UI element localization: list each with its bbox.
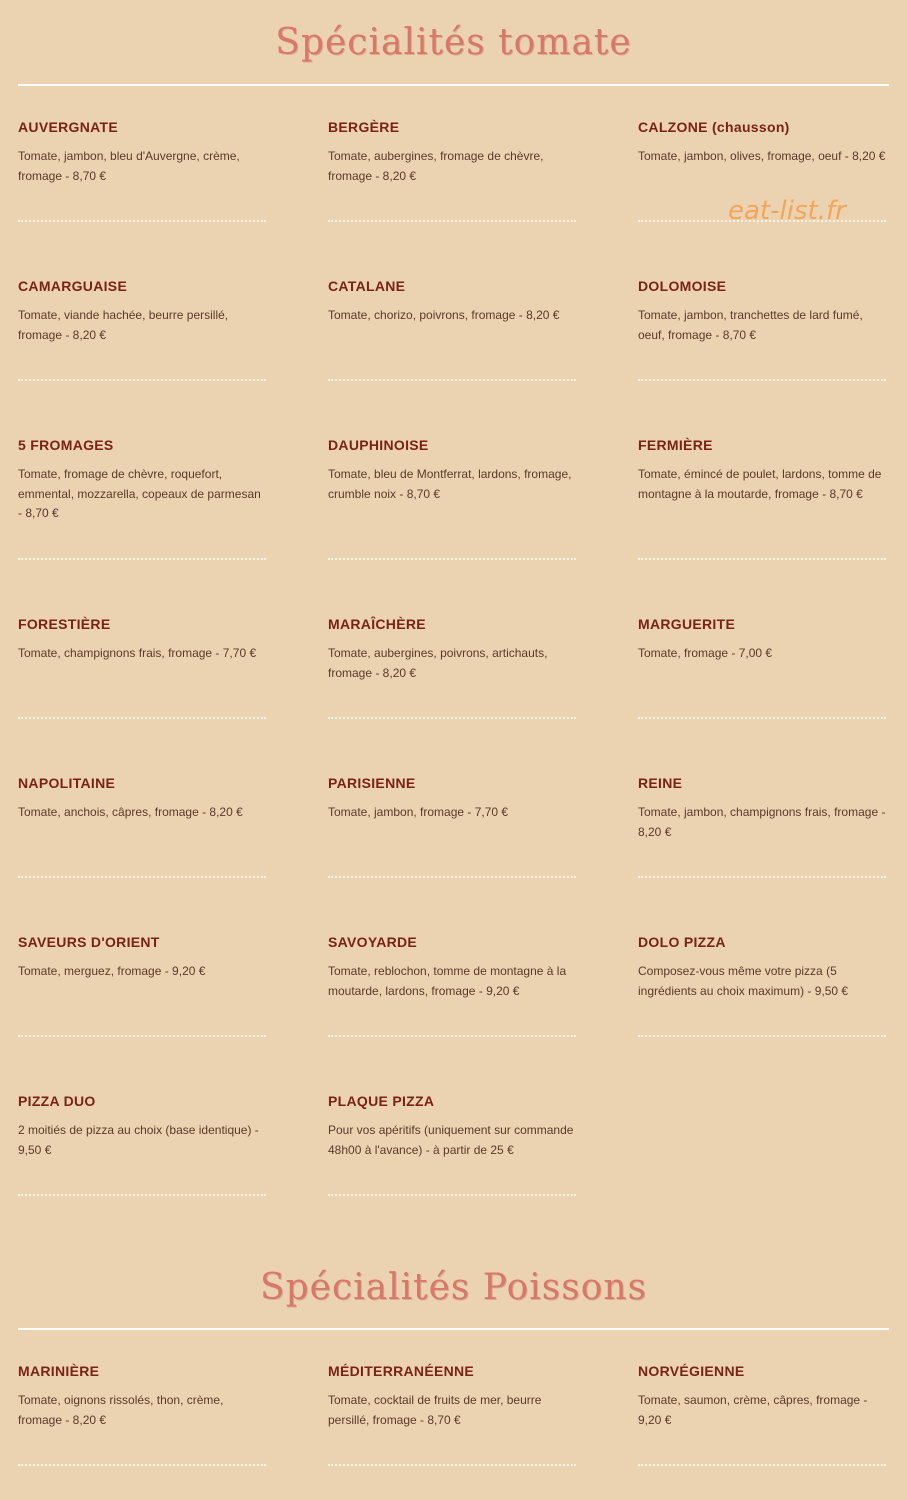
menu-item [18,278,266,345]
section-divider [18,84,889,86]
menu-item [328,616,576,683]
menu-item-name: 5 FROMAGES [18,437,114,453]
menu-item-description: Tomate, aubergines, fromage de chèvre, fromage - 8,20 € [328,149,544,183]
menu-item-description: Tomate, émincé de poulet, lardons, tomme de montagne à la moutarde, fromage - 8,70 € [638,467,882,501]
dotted-separator [328,1035,576,1037]
menu-item [18,934,266,982]
menu-item [638,437,886,504]
menu-item [18,437,266,524]
dotted-separator [328,1194,576,1196]
menu-item [328,119,576,186]
dotted-separator [328,1464,576,1466]
menu-item-description: Tomate, anchois, câpres, fromage - 8,20 € [18,805,243,819]
dotted-separator [328,558,576,560]
dotted-separator [638,1464,886,1466]
menu-item [328,1093,576,1160]
watermark: eat-list.fr [728,196,846,226]
dotted-separator [18,1035,266,1037]
menu-item [638,119,886,167]
menu-item-name: DAUPHINOISE [328,437,429,453]
dotted-separator [18,1464,266,1466]
menu-item-description: Tomate, reblochon, tomme de montagne à la moutarde, lardons, fromage - 9,20 € [328,964,567,998]
menu-item [638,775,886,842]
menu-item-name: SAVEURS D'ORIENT [18,934,160,950]
menu-item-name: CAMARGUAISE [18,278,128,294]
menu-item [328,1363,576,1430]
dotted-separator [638,220,886,222]
dotted-separator [328,379,576,381]
menu-item-name: MARGUERITE [638,616,736,632]
menu-item-description: Tomate, cocktail de fruits de mer, beurre persillé, fromage - 8,70 € [328,1393,542,1427]
menu-item [328,278,576,326]
dotted-separator [18,379,266,381]
section-title-tomate: Spécialités tomate [275,22,632,63]
dotted-separator [18,558,266,560]
menu-item [328,775,576,823]
menu-item-description: 2 moitiés de pizza au choix (base identique) - 9,50 € [18,1123,259,1157]
dotted-separator [328,717,576,719]
menu-item-description: Tomate, bleu de Montferrat, lardons, fromage, crumble noix - 8,70 € [328,467,572,501]
dotted-separator [638,876,886,878]
menu-item-description: Tomate, jambon, champignons frais, fromage - 8,20 € [638,805,886,839]
menu-item-description: Composez-vous même votre pizza (5 ingrédients au choix maximum) - 9,50 € [638,964,849,998]
menu-item-description: Tomate, merguez, fromage - 9,20 € [18,964,206,978]
menu-item-description: Tomate, champignons frais, fromage - 7,70 € [18,646,257,660]
section-divider [18,1328,889,1330]
menu-item [328,934,576,1001]
menu-item-name: AUVERGNATE [18,119,118,135]
menu-item [18,1363,266,1430]
menu-item-name: NORVÉGIENNE [638,1363,745,1379]
menu-item-description: Tomate, jambon, tranchettes de lard fumé, oeuf, fromage - 8,70 € [638,308,863,342]
menu-item-name: CALZONE (chausson) [638,119,790,135]
menu-item-name: FORESTIÈRE [18,616,111,632]
menu-item-description: Tomate, oignons rissolés, thon, crème, fromage - 8,20 € [18,1393,224,1427]
menu-item-name: SAVOYARDE [328,934,418,950]
dotted-separator [638,558,886,560]
menu-item-name: NAPOLITAINE [18,775,116,791]
menu-item-description: Pour vos apéritifs (uniquement sur commande 48h00 à l'avance) - à partir de 25 € [328,1123,574,1157]
menu-item-name: FERMIÈRE [638,437,713,453]
menu-item [638,278,886,345]
menu-item-description: Tomate, chorizo, poivrons, fromage - 8,20 € [328,308,560,322]
menu-item [18,616,266,664]
menu-item-name: DOLO PIZZA [638,934,726,950]
dotted-separator [638,717,886,719]
menu-item-name: CATALANE [328,278,406,294]
menu-item-description: Tomate, jambon, fromage - 7,70 € [328,805,509,819]
dotted-separator [18,1194,266,1196]
menu-item-name: MARAÎCHÈRE [328,616,426,632]
menu-item [638,934,886,1001]
menu-item [18,119,266,186]
menu-item-description: Tomate, jambon, bleu d'Auvergne, crème, fromage - 8,70 € [18,149,240,183]
section-title-poissons: Spécialités Poissons [259,1267,648,1308]
menu-item-description: Tomate, viande hachée, beurre persillé, fromage - 8,20 € [18,308,229,342]
menu-item-name: PIZZA DUO [18,1093,96,1109]
menu-item-name: PARISIENNE [328,775,416,791]
dotted-separator [328,876,576,878]
menu-item-name: MARINIÈRE [18,1363,100,1379]
menu-item-name: MÉDITERRANÉENNE [328,1363,475,1379]
menu-item-name: PLAQUE PIZZA [328,1093,435,1109]
menu-item-description: Tomate, fromage - 7,00 € [638,646,773,660]
menu-item-description: Tomate, jambon, olives, fromage, oeuf - 8,20 € [638,149,886,163]
dotted-separator [638,379,886,381]
menu-item-description: Tomate, aubergines, poivrons, artichauts, fromage - 8,20 € [328,646,548,680]
dotted-separator [638,1035,886,1037]
dotted-separator [18,220,266,222]
menu-item-name: DOLOMOISE [638,278,727,294]
menu-item [328,437,576,504]
menu-item [638,616,886,664]
dotted-separator [18,717,266,719]
menu-item-name: REINE [638,775,683,791]
menu-item-name: BERGÈRE [328,119,400,135]
menu-item-description: Tomate, fromage de chèvre, roquefort, emmental, mozzarella, copeaux de parmesan - 8,70 € [18,467,261,520]
menu-item [638,1363,886,1430]
menu-item-description: Tomate, saumon, crème, câpres, fromage - 9,20 € [638,1393,868,1427]
dotted-separator [328,220,576,222]
menu-item [18,1093,266,1160]
dotted-separator [18,876,266,878]
menu-item [18,775,266,823]
